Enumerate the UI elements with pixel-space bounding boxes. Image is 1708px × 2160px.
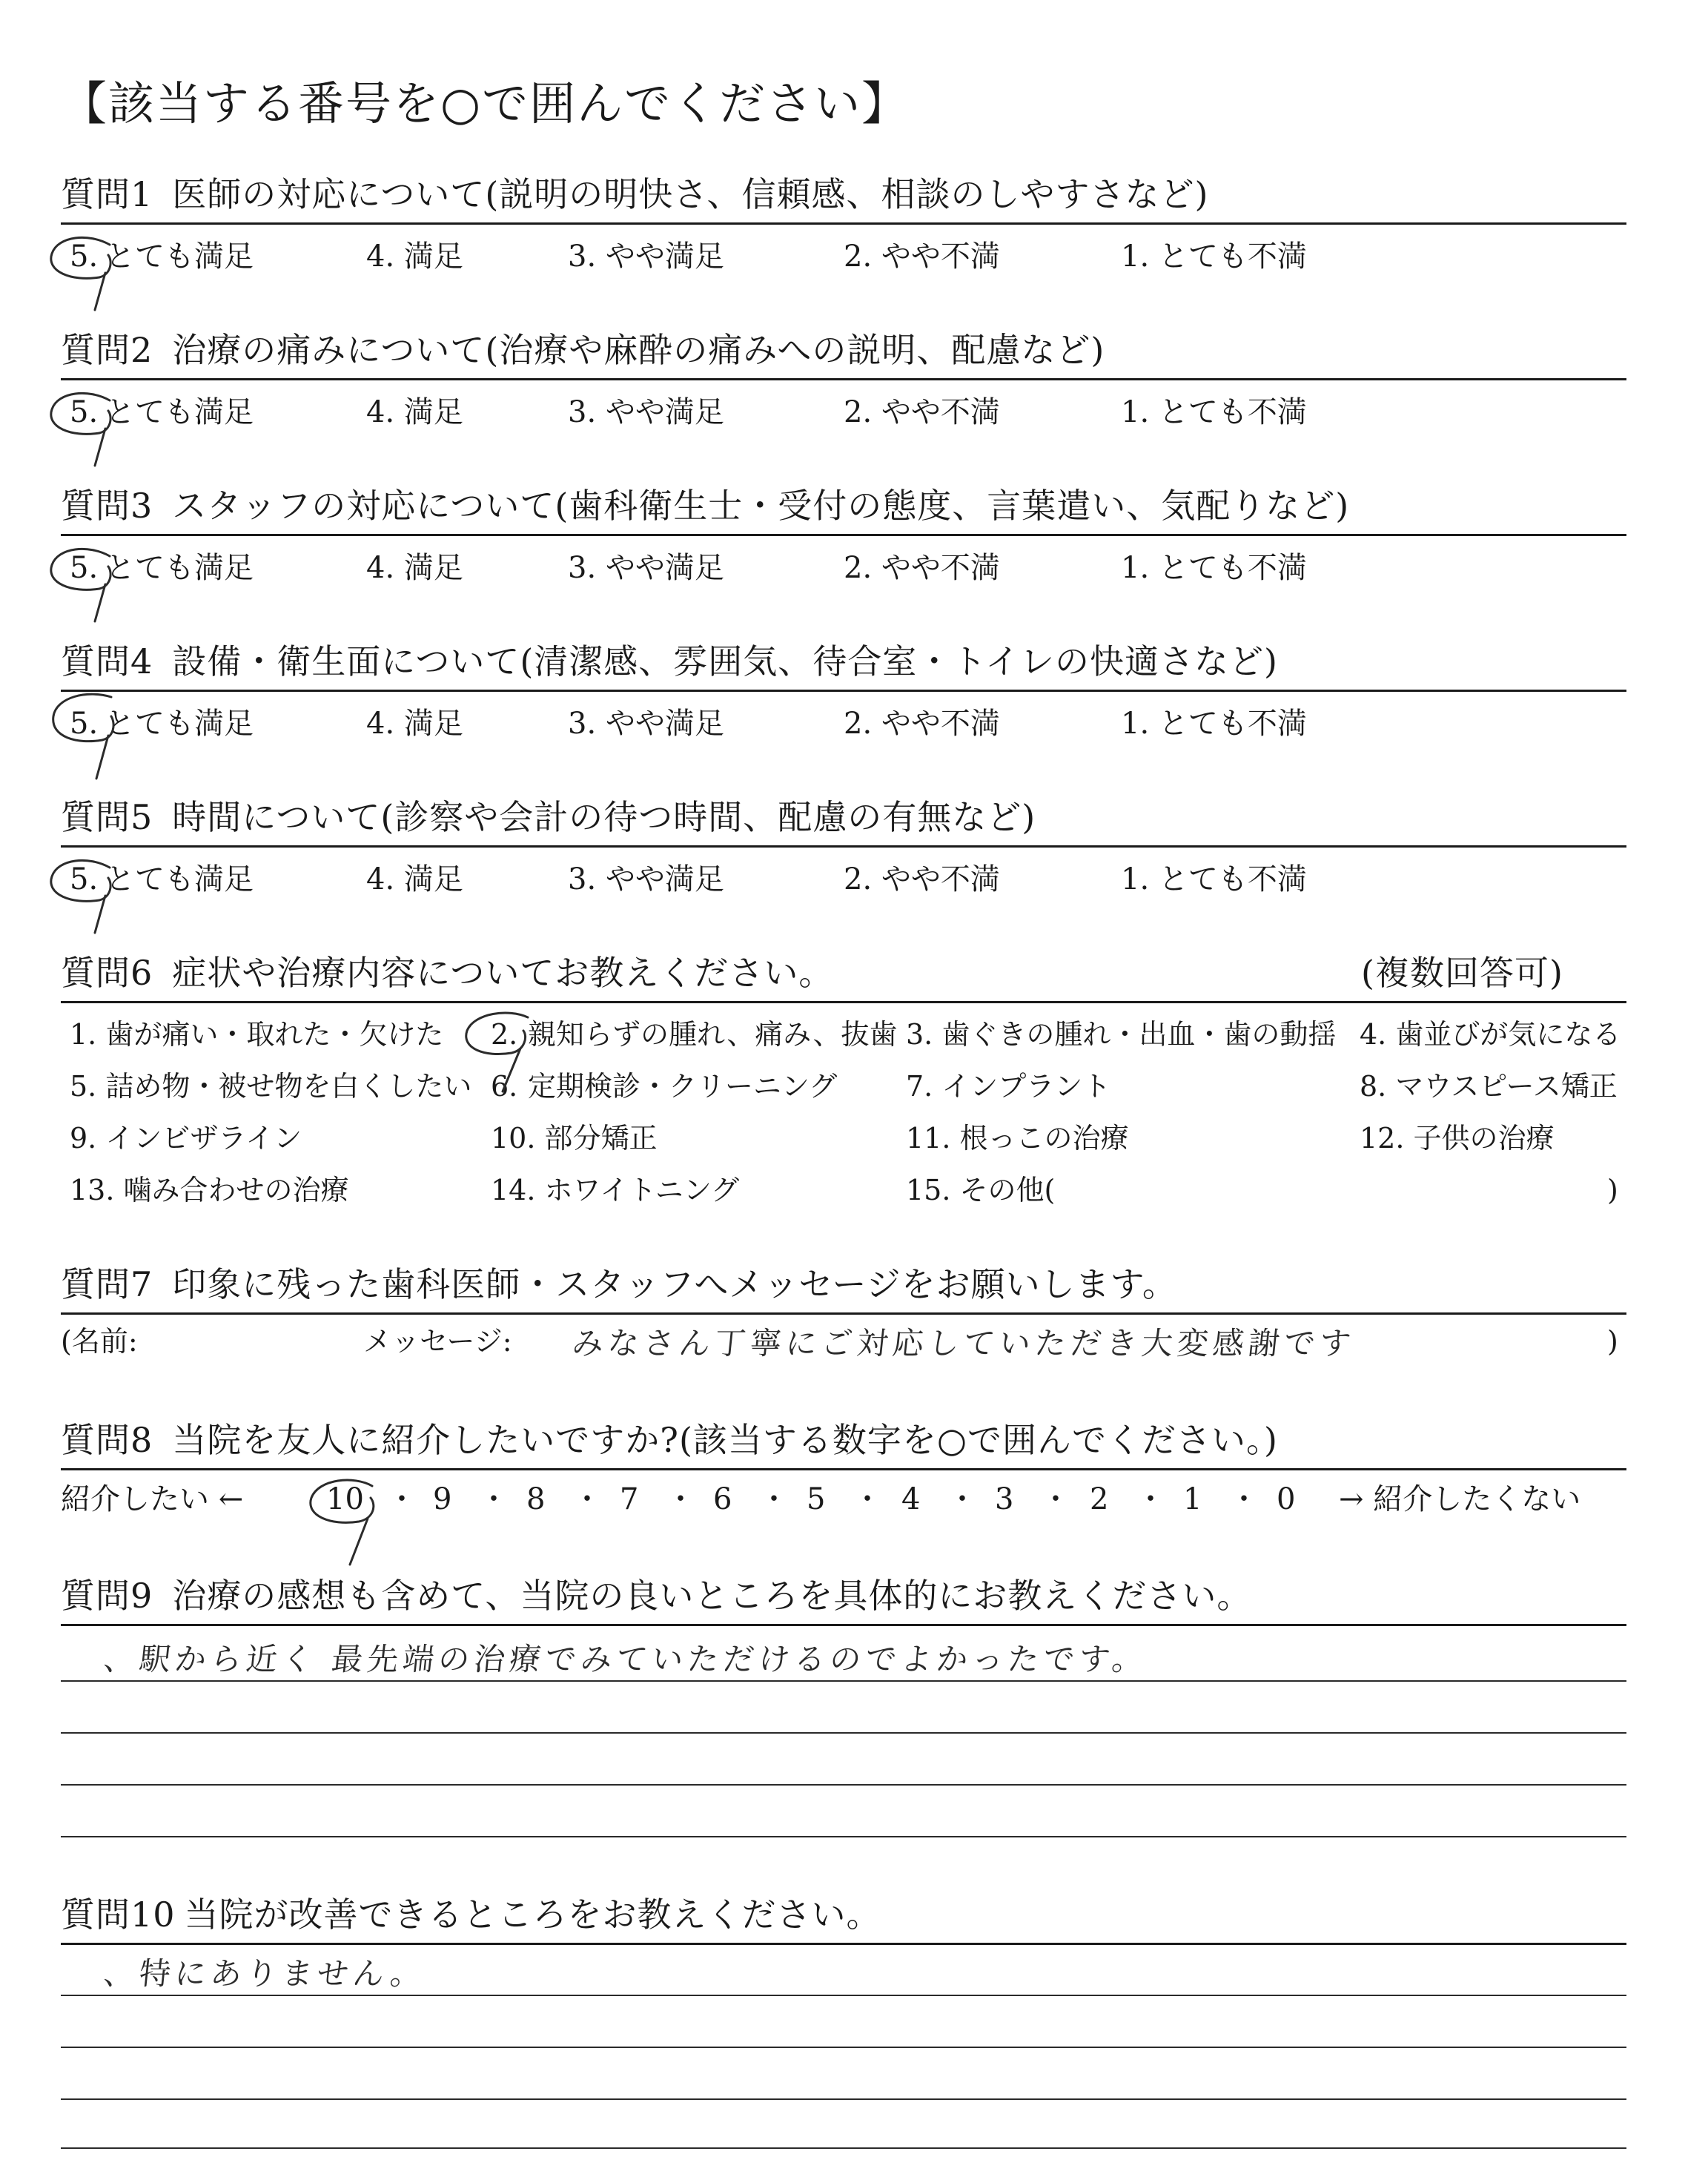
question-text: 当院を友人に紹介したいですか?(該当する数字を○で囲んでください。) — [172, 1420, 1278, 1460]
selection-circle-q1 — [51, 237, 110, 310]
option-4[interactable]: 4. 満足 — [366, 240, 463, 274]
scale-dot: ・ — [1041, 1482, 1070, 1516]
question-number: 質問4 — [61, 641, 153, 681]
question-text: スタッフの対応について(歯科衛生士・受付の態度、言葉遣い、気配りなど) — [172, 486, 1350, 526]
option-4[interactable]: 4. 満足 — [366, 395, 463, 429]
page-title: 【該当する番号を○で囲んでください】 — [61, 76, 910, 131]
scale-6[interactable]: 6 — [713, 1482, 732, 1516]
message-close-paren: ) — [1607, 1325, 1618, 1358]
treatment-option[interactable]: 10. 部分矯正 — [491, 1122, 658, 1155]
treatment-option[interactable]: 3. 歯ぐきの腫れ・出血・歯の動揺 — [906, 1018, 1337, 1051]
scale-dot: ・ — [387, 1482, 417, 1516]
option-4[interactable]: 4. 満足 — [366, 707, 463, 741]
treatment-option[interactable]: 14. ホワイトニング — [491, 1174, 740, 1206]
treatment-option[interactable]: 定期検診・クリーニング — [528, 1070, 838, 1103]
question-number: 質問6 — [61, 953, 153, 993]
question-number: 質問8 — [61, 1420, 153, 1460]
name-label: (名前: — [61, 1325, 138, 1358]
scale-1[interactable]: 1 — [1183, 1482, 1202, 1516]
scale-dot: ・ — [666, 1482, 695, 1516]
scale-dot: ・ — [572, 1482, 602, 1516]
treatment-option[interactable]: 7. インプラント — [906, 1070, 1111, 1103]
scale-dot: ・ — [759, 1482, 789, 1516]
option-5-label[interactable]: とても満足 — [105, 551, 254, 585]
option-5-num[interactable]: 5. — [70, 551, 99, 585]
option-5-num[interactable]: 5. — [70, 862, 99, 896]
recommend-right-label: → 紹介したくない — [1339, 1482, 1581, 1516]
option-1[interactable]: 1. とても不満 — [1121, 395, 1307, 429]
scale-0[interactable]: 0 — [1277, 1482, 1296, 1516]
scale-dot: ・ — [479, 1482, 509, 1516]
scale-7[interactable]: 7 — [620, 1482, 639, 1516]
question-number: 質問3 — [61, 486, 153, 526]
treatment-option[interactable]: 9. インビザライン — [70, 1122, 302, 1155]
treatment-option[interactable]: 4. 歯並びが気になる — [1360, 1018, 1621, 1051]
multi-answer-note: (複数回答可) — [1361, 953, 1563, 993]
treatment-option[interactable]: 8. マウスピース矯正 — [1360, 1070, 1618, 1103]
treatment-option[interactable]: 12. 子供の治療 — [1360, 1122, 1555, 1155]
scale-9[interactable]: 9 — [433, 1482, 452, 1516]
improvement-answer[interactable]: 、特にありません。 — [102, 1955, 428, 1992]
selection-circle-q2 — [51, 393, 110, 466]
other-close-paren: ) — [1607, 1174, 1618, 1206]
option-5-label[interactable]: とても満足 — [105, 395, 254, 429]
option-2[interactable]: 2. やや不満 — [844, 240, 1000, 274]
question-number: 質問5 — [61, 797, 153, 837]
option-4[interactable]: 4. 満足 — [366, 862, 463, 896]
question-text: 時間について(診察や会計の待つ時間、配慮の有無など) — [172, 797, 1036, 837]
option-2[interactable]: 2. やや不満 — [844, 395, 1000, 429]
option-3[interactable]: 3. やや満足 — [568, 395, 724, 429]
message-field[interactable]: みなさん丁寧にご対応していただき大変感謝です — [570, 1325, 1357, 1361]
treatment-option-other[interactable]: 15. その他( — [906, 1174, 1056, 1206]
option-1[interactable]: 1. とても不満 — [1121, 707, 1307, 741]
recommend-left-label: 紹介したい ← — [61, 1482, 244, 1516]
treatment-option[interactable]: 親知らずの腫れ、痛み、抜歯 — [528, 1018, 898, 1051]
question-number: 質問2 — [61, 330, 153, 370]
option-1[interactable]: 1. とても不満 — [1121, 862, 1307, 896]
question-number: 質問7 — [61, 1264, 153, 1304]
option-4[interactable]: 4. 満足 — [366, 551, 463, 585]
treatment-option[interactable]: 5. 詰め物・被せ物を白くしたい — [70, 1070, 472, 1103]
scale-5[interactable]: 5 — [807, 1482, 826, 1516]
option-5-label[interactable]: とても満足 — [105, 240, 254, 274]
scale-dot: ・ — [853, 1482, 882, 1516]
question-text: 治療の感想も含めて、当院の良いところを具体的にお教えください。 — [172, 1576, 1252, 1616]
selection-circle-q8-10 — [311, 1480, 374, 1565]
question-number: 質問1 — [61, 174, 153, 214]
treatment-option-num[interactable]: 2. — [491, 1018, 518, 1051]
scale-dot: ・ — [1229, 1482, 1259, 1516]
option-5-num[interactable]: 5. — [70, 240, 99, 274]
scale-8[interactable]: 8 — [526, 1482, 546, 1516]
option-3[interactable]: 3. やや満足 — [568, 240, 724, 274]
good-points-answer[interactable]: 、駅から近く 最先端の治療でみていただけるのでよかったです。 — [102, 1641, 1150, 1677]
treatment-option[interactable]: 1. 歯が痛い・取れた・欠けた — [70, 1018, 444, 1051]
option-3[interactable]: 3. やや満足 — [568, 551, 724, 585]
scale-dot: ・ — [1136, 1482, 1165, 1516]
option-2[interactable]: 2. やや不満 — [844, 551, 1000, 585]
option-5-num[interactable]: 5. — [70, 707, 99, 741]
selection-circle-q6-item2 — [466, 1013, 528, 1091]
scale-4[interactable]: 4 — [901, 1482, 921, 1516]
selection-circle-q5 — [51, 860, 110, 933]
option-2[interactable]: 2. やや不満 — [844, 707, 1000, 741]
option-5-label[interactable]: とても満足 — [105, 862, 254, 896]
selection-circle-q4 — [53, 694, 113, 779]
option-5-num[interactable]: 5. — [70, 395, 99, 429]
treatment-option[interactable]: 11. 根っこの治療 — [906, 1122, 1129, 1155]
message-label: メッセージ: — [363, 1325, 512, 1358]
scale-3[interactable]: 3 — [995, 1482, 1014, 1516]
question-text: 医師の対応について(説明の明快さ、信頼感、相談のしやすさなど) — [172, 174, 1209, 214]
option-5-label[interactable]: とても満足 — [105, 707, 254, 741]
treatment-option[interactable]: 13. 噛み合わせの治療 — [70, 1174, 349, 1206]
option-3[interactable]: 3. やや満足 — [568, 707, 724, 741]
option-3[interactable]: 3. やや満足 — [568, 862, 724, 896]
question-text: 治療の痛みについて(治療や麻酔の痛みへの説明、配慮など) — [172, 330, 1105, 370]
question-number: 質問10 — [61, 1895, 176, 1935]
scale-2[interactable]: 2 — [1090, 1482, 1109, 1516]
option-1[interactable]: 1. とても不満 — [1121, 551, 1307, 585]
scale-dot: ・ — [947, 1482, 977, 1516]
selection-circle-q3 — [51, 549, 110, 621]
question-text: 症状や治療内容についてお教えください。 — [172, 953, 834, 993]
scale-10[interactable]: 10 — [326, 1482, 364, 1516]
question-text: 印象に残った歯科医師・スタッフへメッセージをお願いします。 — [172, 1264, 1177, 1304]
question-text: 当院が改善できるところをお教えください。 — [184, 1895, 881, 1935]
question-number: 質問9 — [61, 1576, 153, 1616]
treatment-option-num[interactable]: 6. — [491, 1070, 518, 1103]
option-2[interactable]: 2. やや不満 — [844, 862, 1000, 896]
option-1[interactable]: 1. とても不満 — [1121, 240, 1307, 274]
question-text: 設備・衛生面について(清潔感、雰囲気、待合室・トイレの快適さなど) — [172, 641, 1278, 681]
